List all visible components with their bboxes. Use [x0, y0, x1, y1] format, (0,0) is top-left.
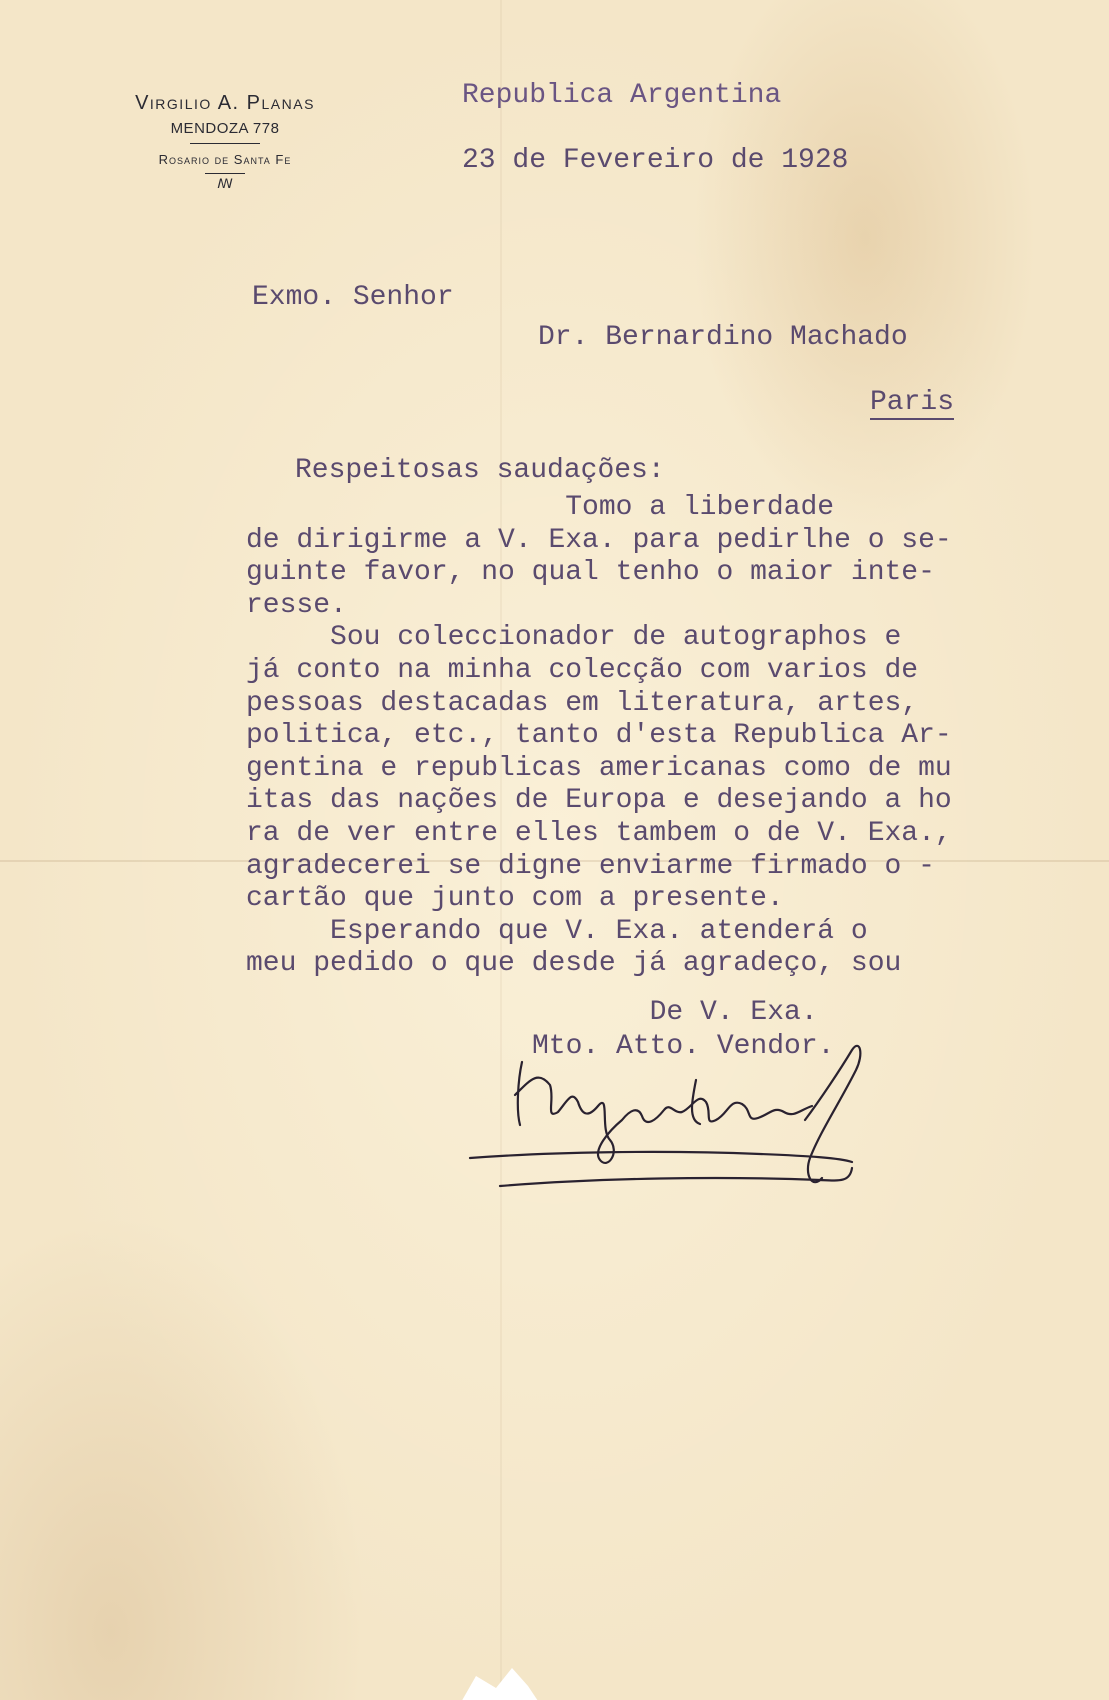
- letter-place: Republica Argentina: [462, 80, 782, 111]
- greeting: Respeitosas saudações:: [295, 455, 665, 486]
- handwritten-signature: [460, 1040, 940, 1220]
- recipient-city: Paris: [870, 387, 955, 418]
- letterhead: [90, 92, 360, 192]
- letterhead-monogram-icon: ꟿ: [205, 173, 245, 192]
- recipient-name: Dr. Bernardino Machado: [538, 322, 908, 353]
- letter-closing: De V. Exa. Mto. Atto. Vendor.: [532, 997, 835, 1062]
- salutation: Exmo. Senhor: [252, 282, 454, 313]
- letter-date: 23 de Fevereiro de 1928: [462, 145, 849, 176]
- letter-body: Tomo a liberdade de dirigirme a V. Exa. para pedirlhe o se- guinte favor, no qual tenho o maior inte- resse. Sou coleccionador de autographos e já conto na minha colecção com varios de pessoas destacadas em literatura, artes, politica, etc., tanto d'esta Republica Ar- gentina e republicas americanas como de mu itas das nações de Europa e desejando a ho ra de ver entre elles tambem o de V. Exa., agradecerei se digne enviarme firmado o - cartão que junto com a presente. Esperando que V. Exa. atenderá o meu pedido o que desde já agradeço, sou: [246, 492, 952, 980]
- letterhead-rule: [190, 143, 260, 144]
- letterhead-street: MENDOZA 778: [170, 120, 280, 137]
- letterhead-name: Virgilio A. Planas: [135, 92, 315, 114]
- letterhead-city: Rosario de Santa Fe: [158, 152, 292, 167]
